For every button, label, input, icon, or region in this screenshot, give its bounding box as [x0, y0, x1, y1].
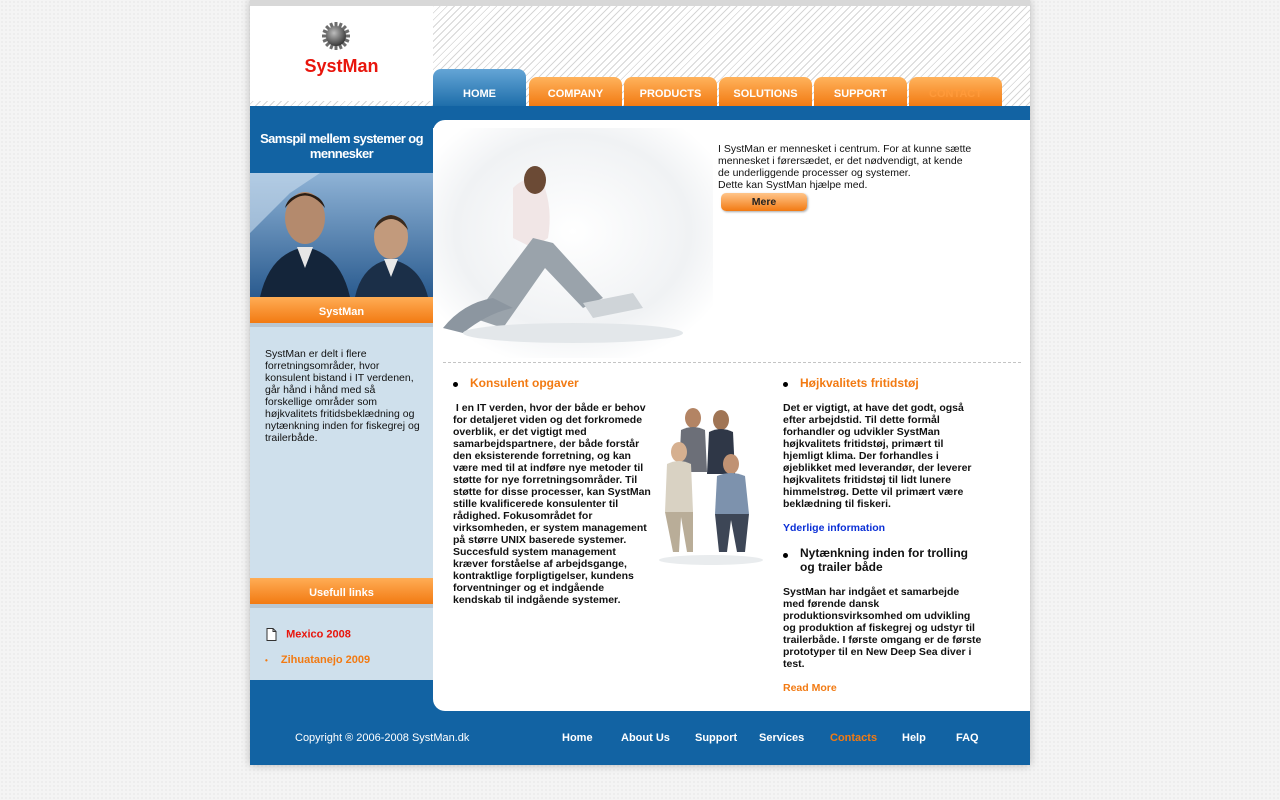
intro-paragraph-2: Dette kan SystMan hjælpe med. — [718, 179, 868, 191]
trolling-heading: Nytænkning inden for trolling og trailer både — [800, 546, 968, 574]
logo[interactable] — [250, 6, 433, 101]
sidebar — [250, 120, 433, 680]
footer-link-help[interactable]: Help — [902, 732, 926, 744]
page-wrapper — [250, 0, 1030, 765]
link-zihuatanejo-label: Zihuatanejo 2009 — [280, 654, 371, 666]
document-icon — [266, 628, 277, 641]
tab-company[interactable]: COMPANY — [529, 77, 622, 106]
bullet-icon — [783, 553, 788, 558]
tab-support[interactable]: SUPPORT — [814, 77, 907, 106]
bullet-icon — [453, 382, 458, 387]
konsulent-body: I en IT verden, hvor der både er behov for detaljeret viden og det forkromede overblik, er det vigtigt med samarbejdspartnere, der både forstår den eksisterende forretning, og kan være med til at indføre nye metoder til støtte for nye forretningsområder. Til støtte for disse processer, kan SystMan stille kvalificerede konsulenter til rådighed. Fokusområdet for virksomheden, er system management på større UNIX baserede systemer. Succesfuld system management kræver forståelse af arbejdsgange, kontraktlige forpligtigelser, kundens forventninger og et indgående kendskab til indgående systemer. — [453, 402, 651, 606]
fritidstoj-text: Det er vigtigt, at have det godt, også efter arbejdstid. Til dette formål forhandler og udvikler SystMan højkvalitets fritidstøj, primært til hjemligt klima. Der forhandles i øjeblikket med leverandør, der leverer højkvalitets fritidstøj til lidt lunere himmelstrøg. Dette vil primært være beklædning til fiskeri. — [783, 402, 972, 510]
systman-section-header: SystMan — [250, 297, 433, 327]
copyright-text: Copyright ® 2006-2008 SystMan.dk — [295, 732, 470, 744]
sidebar-text: SystMan er delt i flere forretningsområder, hvor konsulent bistand i IT verdenen, går hånd i hånd med så forskellige områder som højkvalitets fritidsbeklædning og nytænkning inden for fiskegrej og trailerbåde. — [265, 348, 420, 444]
footer-link-services[interactable]: Services — [759, 732, 805, 744]
gear-icon — [322, 22, 350, 50]
link-mexico-2008[interactable] — [266, 628, 351, 641]
content-divider — [443, 362, 1021, 363]
bullet-icon: • — [265, 656, 268, 665]
footer-link-contacts[interactable]: Contacts — [830, 732, 878, 744]
site-header — [250, 6, 1030, 106]
sidebar-bottom — [250, 680, 433, 711]
konsulent-heading: Konsulent opgaver — [470, 376, 579, 390]
tab-products[interactable]: PRODUCTS — [624, 77, 717, 106]
link-zihuatanejo-2009[interactable] — [265, 654, 370, 666]
bullet-icon — [783, 382, 788, 387]
footer-link-home[interactable]: Home — [562, 732, 593, 744]
konsulent-text — [453, 402, 653, 606]
footer-link-faq[interactable]: FAQ — [956, 732, 979, 744]
link-mexico-label: Mexico 2008 — [286, 628, 351, 641]
site-footer — [250, 711, 1030, 765]
yderlige-information-link[interactable]: Yderlige information — [783, 522, 886, 534]
intro-paragraph: I SystMan er mennesket i centrum. For at kunne sætte mennesket i førersædet, er det nødvendigt, at kende de underliggende processer og systemer. — [718, 143, 972, 179]
footer-link-support[interactable]: Support — [695, 732, 738, 744]
main-content — [433, 120, 1030, 711]
team-photo — [653, 402, 768, 567]
intro-text — [718, 143, 973, 191]
trolling-text: SystMan har indgået et samarbejde med førende dansk produktionsvirksomhed om udvikling og produktion af fiskegrej og udstyr til trailerbåde. I første omgang er de første prototyper til en New Deep Sea diver i test. — [783, 586, 982, 670]
read-more-link[interactable]: Read More — [783, 682, 837, 694]
logo-text: SystMan — [304, 56, 379, 76]
useful-links-header: Usefull links — [250, 578, 433, 608]
tab-solutions[interactable]: SOLUTIONS — [719, 77, 812, 106]
hero-photo — [433, 128, 713, 358]
header-band — [250, 106, 1030, 120]
main-nav — [433, 69, 1008, 106]
tab-contact[interactable]: CONTACT — [909, 77, 1002, 106]
businessmen-photo — [250, 173, 433, 297]
footer-link-about-us[interactable]: About Us — [621, 732, 670, 744]
tab-home[interactable]: HOME — [433, 69, 526, 106]
sidebar-title: Samspil mellem systemer og mennesker — [250, 120, 433, 173]
fritidstoj-heading: Højkvalitets fritidstøj — [800, 376, 919, 390]
mere-button[interactable]: Mere — [721, 193, 807, 211]
